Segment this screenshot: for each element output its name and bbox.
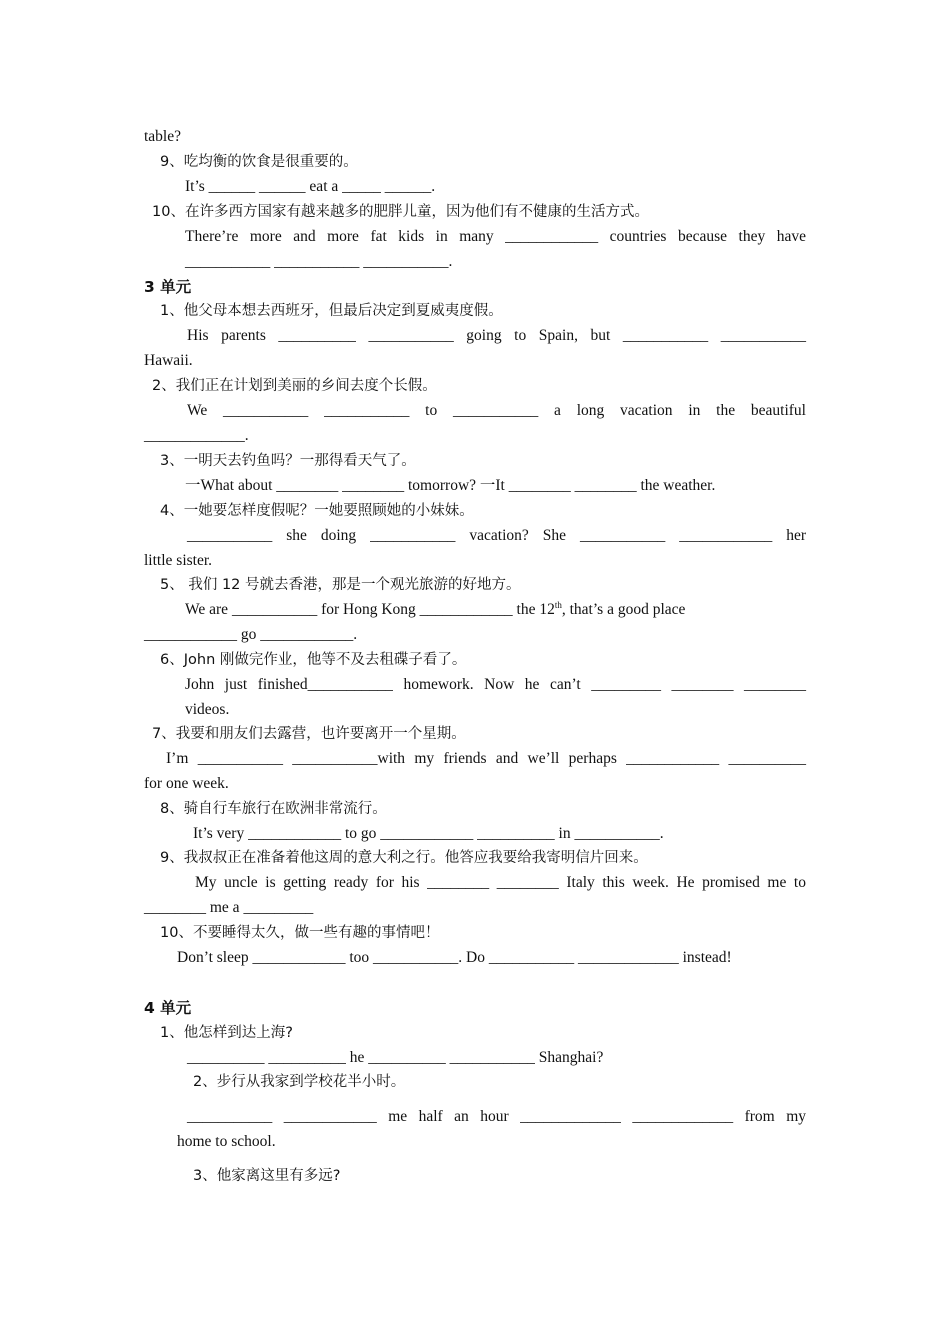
answer-line: ___________ ___________ ___________.	[185, 253, 453, 270]
answer-line: John just finished___________ homework. Now he can’t _________ ________ ________	[185, 676, 806, 693]
question-line: 7、我要和朋友们去露营，也许要离开一个星期。	[152, 726, 466, 742]
question-line: 2、步行从我家到学校花半小时。	[193, 1074, 406, 1090]
unit-heading	[144, 998, 806, 1019]
answer-line: I’m ___________ ___________with my friends and we’ll perhaps ____________ __________	[166, 750, 806, 767]
answer-line: ___________ ____________ me half an hour _____________ _____________ from my	[187, 1108, 806, 1125]
answer-line: _____________.	[144, 427, 249, 444]
answer-line: His parents __________ ___________ going to Spain, but ___________ ___________	[187, 327, 806, 344]
question-line: 1、他怎样到达上海?	[160, 1025, 293, 1041]
answer-line: It’s ______ ______ eat a _____ ______.	[185, 178, 436, 195]
answer-line: videos.	[185, 701, 230, 718]
question-line: 10、在许多西方国家有越来越多的肥胖儿童，因为他们有不健康的生活方式。	[152, 204, 649, 220]
question-line: 3、他家离这里有多远?	[193, 1168, 341, 1184]
answer-line: __________ __________ he __________ ___________ Shanghai?	[187, 1049, 604, 1066]
question-line: 3、一明天去钓鱼吗？一那得看天气了。	[160, 453, 416, 469]
answer-line: Hawaii.	[144, 352, 193, 369]
answer-text	[185, 600, 685, 620]
answer-line: ________ me a _________	[144, 899, 314, 916]
answer-line: It’s very ____________ to go ____________ __________ in ___________.	[193, 825, 664, 842]
answer-line: 一What about ________ ________ tomorrow? 一It ________ ________ the weather.	[185, 477, 716, 494]
superscript: th	[554, 599, 562, 610]
answer-line	[185, 600, 806, 620]
answer-line: My uncle is getting ready for his ________ ________ Italy this week. He promised me to	[195, 874, 806, 891]
answer-line: little sister.	[144, 552, 213, 569]
unit-heading-text: 4 单元	[144, 999, 192, 1017]
question-line: 6、John 刚做完作业，他等不及去租碟子看了。	[160, 652, 467, 668]
answer-line: ___________ she doing ___________ vacation? She ___________ ____________ her	[187, 527, 806, 544]
answer-part: , that’s a good place	[561, 601, 686, 618]
unit-heading-text: 3 单元	[144, 278, 192, 296]
question-line: 10、不要睡得太久，做一些有趣的事情吧！	[160, 925, 440, 941]
answer-part: We are ___________ for Hong Kong ____________ the 12	[185, 601, 555, 618]
answer-line: We ___________ ___________ to ___________ a long vacation in the beautiful	[187, 402, 806, 419]
question-line: 1、他父母本想去西班牙，但最后决定到夏威夷度假。	[160, 303, 503, 319]
question-line: 9、我叔叔正在准备着他这周的意大利之行。他答应我要给我寄明信片回来。	[160, 850, 648, 866]
question-line: 5、 我们 12 号就去香港，那是一个观光旅游的好地方。	[160, 577, 521, 593]
unit-heading	[144, 277, 806, 298]
question-line: 4、一她要怎样度假呢？一她要照顾她的小妹妹。	[160, 503, 474, 519]
answer-line: Don’t sleep ____________ too ___________. Do ___________ _____________ instead!	[177, 949, 732, 966]
answer-line: ____________ go ____________.	[144, 626, 358, 643]
answer-line: There’re more and more fat kids in many ____________ countries because they have	[185, 228, 806, 245]
question-line: 9、吃均衡的饮食是很重要的。	[160, 154, 358, 170]
answer-line: home to school.	[177, 1133, 276, 1150]
text-line: table?	[144, 128, 182, 145]
question-line: 8、骑自行车旅行在欧洲非常流行。	[160, 801, 387, 817]
answer-line: for one week.	[144, 775, 229, 792]
question-line: 2、我们正在计划到美丽的乡间去度个长假。	[152, 378, 437, 394]
